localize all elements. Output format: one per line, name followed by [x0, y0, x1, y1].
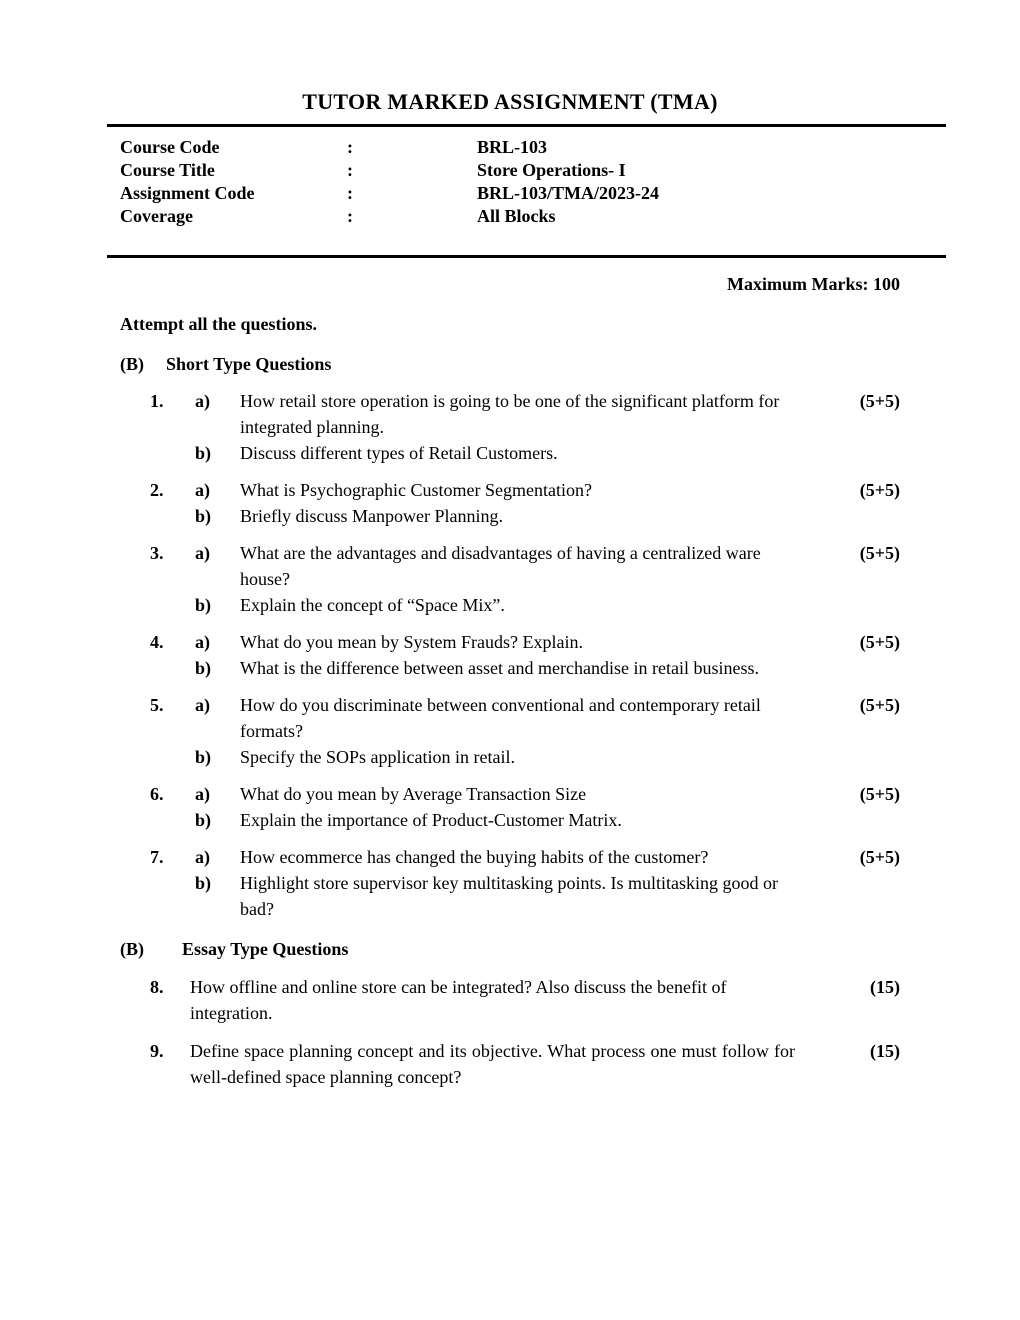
part-text: How ecommerce has changed the buying habits of the customer? [240, 847, 709, 867]
short-question-5 [150, 692, 900, 770]
question-part-a [195, 477, 795, 503]
part-label: a) [195, 391, 210, 411]
part-label: b) [195, 595, 212, 615]
question-part-b [195, 807, 795, 833]
section-title: Short Type Questions [166, 354, 332, 374]
section-title: Essay Type Questions [182, 939, 349, 959]
title-divider [107, 124, 946, 127]
part-label: a) [195, 480, 210, 500]
question-marks: (5+5) [859, 391, 900, 411]
essay-question-9 [150, 1038, 900, 1090]
question-part-a [195, 540, 795, 592]
part-text: Explain the importance of Product-Customer Matrix. [240, 810, 622, 830]
meta-label: Coverage [120, 206, 193, 226]
section-heading-essay [120, 936, 1020, 962]
meta-label: Assignment Code [120, 183, 255, 203]
header-divider [107, 255, 946, 258]
course-meta-table [120, 136, 900, 228]
part-label: b) [195, 873, 212, 893]
part-label: a) [195, 695, 210, 715]
question-part-a [195, 692, 795, 744]
meta-separator: : [347, 137, 353, 157]
part-label: b) [195, 506, 212, 526]
question-number: 2. [150, 480, 164, 500]
question-number: 6. [150, 784, 164, 804]
meta-label: Course Title [120, 160, 215, 180]
question-part-b [195, 744, 795, 770]
part-text: What are the advantages and disadvantages of having a centralized ware house? [240, 543, 761, 589]
question-marks: (5+5) [859, 543, 900, 563]
short-question-4 [150, 629, 900, 681]
meta-value: BRL-103/TMA/2023-24 [477, 183, 659, 203]
part-text: What do you mean by System Frauds? Explain. [240, 632, 583, 652]
question-parts [195, 388, 795, 466]
question-part-a [195, 844, 795, 870]
question-marks: (5+5) [859, 695, 900, 715]
meta-separator: : [347, 160, 353, 180]
meta-value: BRL-103 [477, 137, 548, 157]
part-text: Highlight store supervisor key multitasking points. Is multitasking good or bad? [240, 873, 778, 919]
instruction-line: Attempt all the questions. [120, 314, 317, 334]
question-marks: (15) [870, 977, 900, 997]
part-label: b) [195, 658, 212, 678]
section-label: (B) [120, 939, 144, 959]
part-label: b) [195, 747, 212, 767]
question-parts [195, 781, 795, 833]
part-text: Briefly discuss Manpower Planning. [240, 506, 503, 526]
question-parts [195, 692, 795, 770]
question-parts [195, 540, 795, 618]
question-number: 7. [150, 847, 164, 867]
question-number: 3. [150, 543, 164, 563]
part-text: Specify the SOPs application in retail. [240, 747, 515, 767]
essay-question-8 [150, 974, 900, 1026]
question-part-a [195, 629, 795, 655]
question-marks: (5+5) [859, 847, 900, 867]
part-label: a) [195, 543, 210, 563]
short-question-2 [150, 477, 900, 529]
part-text: How do you discriminate between conventional and contemporary retail formats? [240, 695, 761, 741]
short-question-1 [150, 388, 900, 466]
question-marks: (5+5) [859, 784, 900, 804]
question-part-b [195, 655, 795, 681]
question-text: How offline and online store can be integrated? Also discuss the benefit of integration. [190, 977, 727, 1023]
max-marks: Maximum Marks: 100 [727, 274, 900, 294]
question-number: 9. [150, 1041, 164, 1061]
part-label: b) [195, 443, 212, 463]
section-label: (B) [120, 354, 144, 374]
question-part-b [195, 870, 795, 922]
short-question-3 [150, 540, 900, 618]
part-text: What do you mean by Average Transaction Size [240, 784, 587, 804]
meta-value: All Blocks [477, 206, 556, 226]
question-number: 4. [150, 632, 164, 652]
question-number: 1. [150, 391, 164, 411]
part-text: What is Psychographic Customer Segmentation? [240, 480, 592, 500]
part-text: What is the difference between asset and merchandise in retail business. [240, 658, 759, 678]
page-title: TUTOR MARKED ASSIGNMENT (TMA) [302, 89, 718, 114]
question-marks: (5+5) [859, 632, 900, 652]
question-part-b [195, 503, 795, 529]
question-number: 5. [150, 695, 164, 715]
question-text: Define space planning concept and its objective. What process one must follow for well-defined space planning concept? [190, 1041, 795, 1087]
question-part-a [195, 388, 795, 440]
meta-value: Store Operations- I [477, 160, 626, 180]
short-question-6 [150, 781, 900, 833]
part-label: a) [195, 847, 210, 867]
question-part-b [195, 440, 795, 466]
question-marks: (15) [870, 1041, 900, 1061]
question-parts [195, 629, 795, 681]
part-label: a) [195, 784, 210, 804]
question-marks: (5+5) [859, 480, 900, 500]
part-label: a) [195, 632, 210, 652]
question-number: 8. [150, 977, 164, 997]
meta-separator: : [347, 206, 353, 226]
meta-separator: : [347, 183, 353, 203]
part-text: Discuss different types of Retail Customers. [240, 443, 558, 463]
meta-label: Course Code [120, 137, 220, 157]
question-parts [195, 844, 795, 922]
question-parts [195, 477, 795, 529]
section-heading-short [120, 351, 1020, 377]
part-text: Explain the concept of “Space Mix”. [240, 595, 505, 615]
question-part-b [195, 592, 795, 618]
part-text: How retail store operation is going to be one of the significant platform for integrated planning. [240, 391, 780, 437]
short-question-7 [150, 844, 900, 922]
question-part-a [195, 781, 795, 807]
part-label: b) [195, 810, 212, 830]
